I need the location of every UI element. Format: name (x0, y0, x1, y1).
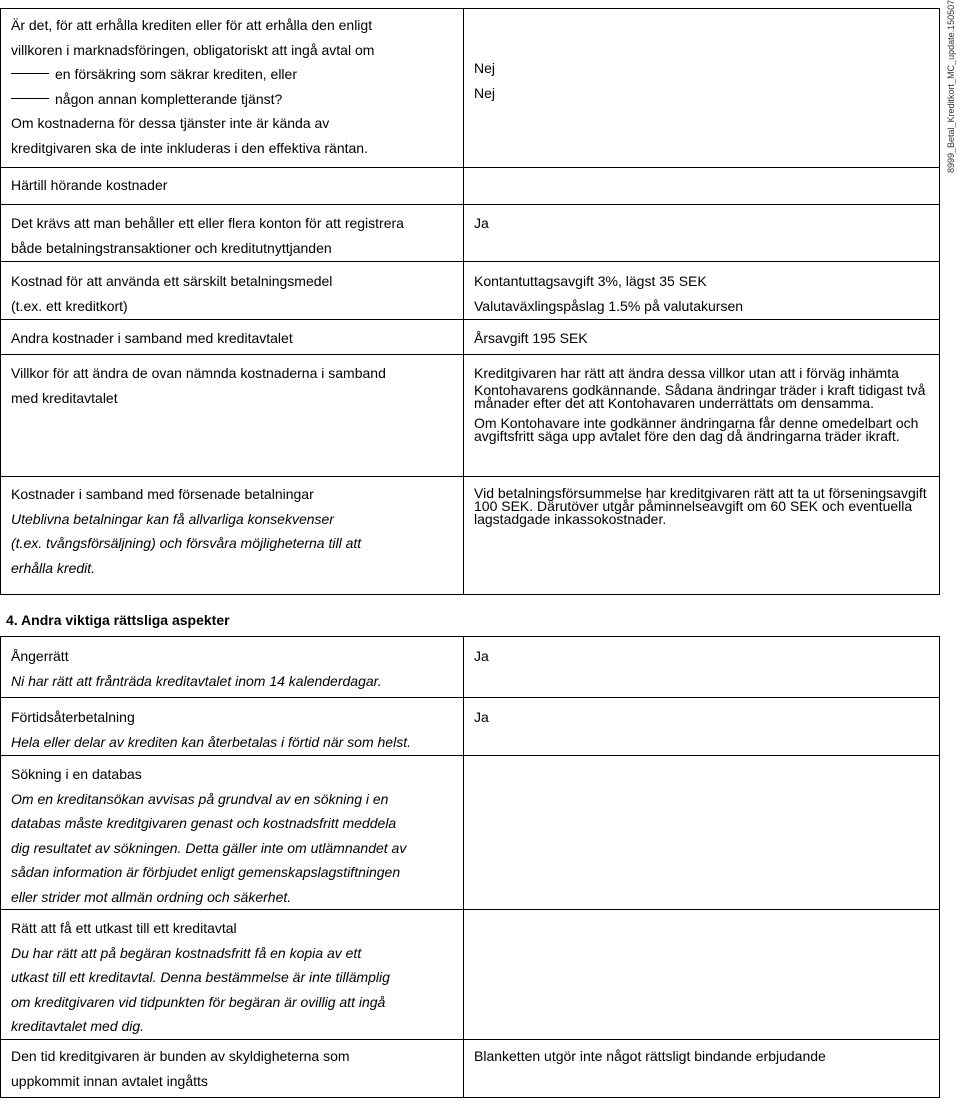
answer-paragraph: Om Kontohavare inte godkänner ändringarna får denne omedelbart och avgiftsfritt säga upp avtalet före den dag då ändringarna träder ikraft. (474, 414, 919, 444)
empty-cell (464, 756, 940, 910)
text-line: sådan information är förbjudet enligt gemenskapslagstiftningen (11, 864, 401, 880)
text-line: Kostnad för att använda ett särskilt betalningsmedel (11, 273, 333, 289)
text-line: (t.ex. tvångsförsäljning) och försvåra möjligheterna till att (11, 535, 362, 551)
text-line: Kostnader i samband med försenade betalningar (11, 486, 314, 502)
early-repayment-answer-cell (464, 698, 940, 756)
table-row (1, 477, 940, 595)
table-row (1, 1040, 940, 1098)
text-line: Andra kostnader i samband med kreditavtalet (11, 330, 293, 346)
table-row (1, 698, 940, 756)
change-conditions-answer-cell (464, 355, 940, 477)
table-row (1, 756, 940, 910)
answer-value: Valutaväxlingspåslag 1.5% på valutakursen (474, 297, 744, 314)
text-line: Du har rätt att på begäran kostnadsfritt få en kopia av ett (11, 944, 362, 961)
text-line: eller strider mot allmän ordning och säkerhet. (11, 888, 292, 905)
table-row (1, 205, 940, 262)
early-repayment-cell (1, 698, 464, 756)
payment-means-cost-cell (1, 262, 464, 320)
account-requirement-answer-cell (464, 205, 940, 262)
row-title: Rätt att få ett utkast till ett kreditavtal (11, 920, 237, 936)
text-line: dig resultatet av sökningen. Detta gäller inte om utlämnandet av (11, 839, 407, 856)
text-line: Den tid kreditgivaren är bunden av skyldigheterna som (11, 1048, 350, 1064)
table-row (1, 910, 940, 1040)
table-row (1, 637, 940, 698)
text-line: Hela eller delar av krediten kan återbetalas i förtid när som helst. (11, 733, 411, 750)
document-code: 8999_Betal_Kreditkort_MC_update.150507 (946, 0, 956, 173)
text-line: Är det, för att erhålla krediten eller för att erhålla den enligt (11, 17, 373, 33)
table-row (1, 320, 940, 355)
account-requirement-cell (1, 205, 464, 262)
other-costs-cell (1, 320, 464, 355)
answer-paragraph: Kontohavarens godkännande. Sådana ändringar träder i kraft tidigast två månader efter det att Kontohavaren underrättats om densamma. (474, 381, 926, 411)
withdrawal-right-answer-cell (464, 637, 940, 698)
row-title: Sökning i en databas (11, 766, 142, 782)
answer-value: Kreditgivaren har rätt att ändra dessa villkor utan att i förväg inhämta (474, 365, 899, 381)
other-costs-answer-cell (464, 320, 940, 355)
text-line: Det krävs att man behåller ett eller flera konton för att registrera (11, 215, 404, 231)
insurance-answer-cell (464, 9, 940, 168)
text-line: utkast till ett kreditavtal. Denna bestämmelse är inte tillämplig (11, 969, 390, 985)
text-line: både betalningstransaktioner och kreditutnyttjanden (11, 239, 332, 256)
related-costs-cell (1, 168, 464, 205)
answer-value: Kontantuttagsavgift 3%, lägst 35 SEK (474, 273, 707, 289)
text-line: Uteblivna betalningar kan få allvarliga konsekvenser (11, 510, 334, 527)
row-title: Ångerrätt (11, 648, 69, 664)
text-line: erhålla kredit. (11, 559, 96, 576)
text-line: kreditavtalet med dig. (11, 1018, 145, 1034)
dash-item (11, 62, 453, 87)
late-payment-cell (1, 477, 464, 595)
credit-terms-table (0, 8, 940, 595)
empty-cell (464, 910, 940, 1040)
insurance-question-cell (1, 9, 464, 168)
database-search-cell (1, 756, 464, 910)
answer-value: Årsavgift 195 SEK (474, 330, 588, 346)
dash-item (11, 87, 453, 112)
text-line: någon annan kompletterande tjänst? (55, 90, 283, 107)
binding-period-cell (1, 1040, 464, 1098)
text-line: Om en kreditansökan avvisas på grundval av en sökning i en (11, 790, 389, 807)
change-conditions-cell (1, 355, 464, 477)
text-line: villkoren i marknadsföringen, obligatoriskt att ingå avtal om (11, 41, 375, 58)
binding-period-answer-cell (464, 1040, 940, 1098)
text-line: med kreditavtalet (11, 389, 118, 406)
answer-paragraph: Vid betalningsförsummelse har kreditgivaren rätt att ta ut förseningsavgift 100 SEK. Därutöver utgår påminnelseavgift om 60 SEK och eventuella lagstadgade inkassokostnader. (474, 485, 927, 527)
empty-cell (464, 168, 940, 205)
payment-means-cost-answer-cell (464, 262, 940, 320)
text-line: Villkor för att ändra de ovan nämnda kostnaderna i samband (11, 365, 386, 381)
text-line: om kreditgivaren vid tidpunkten för begäran är ovillig att ingå (11, 993, 386, 1010)
answer-value: Nej (474, 60, 496, 76)
text-line: databas måste kreditgivaren genast och kostnadsfritt meddela (11, 815, 397, 831)
answer-value: Ja (474, 215, 489, 231)
table-row (1, 355, 940, 477)
section-4-heading: 4. Andra viktiga rättsliga aspekter (6, 612, 230, 628)
table-row (1, 9, 940, 168)
text-line: kreditgivaren ska de inte inkluderas i den effektiva räntan. (11, 139, 368, 156)
answer-value: Blanketten utgör inte något rättsligt bindande erbjudande (474, 1048, 826, 1064)
withdrawal-right-cell (1, 637, 464, 698)
draft-agreement-cell (1, 910, 464, 1040)
text-line: Härtill hörande kostnader (11, 177, 168, 193)
legal-aspects-table (0, 636, 940, 1098)
row-title: Förtidsåterbetalning (11, 709, 135, 725)
answer-value: Ja (474, 709, 489, 725)
text-line: (t.ex. ett kreditkort) (11, 297, 128, 314)
text-line: en försäkring som säkrar krediten, eller (55, 66, 297, 82)
table-row (1, 262, 940, 320)
late-payment-answer-cell (464, 477, 940, 595)
text-line: Ni har rätt att frånträda kreditavtalet inom 14 kalenderdagar. (11, 672, 382, 689)
table-row (1, 168, 940, 205)
answer-value: Nej (474, 84, 496, 101)
answer-value: Ja (474, 648, 489, 664)
text-line: Om kostnaderna för dessa tjänster inte är kända av (11, 115, 330, 131)
text-line: uppkommit innan avtalet ingåtts (11, 1072, 208, 1089)
